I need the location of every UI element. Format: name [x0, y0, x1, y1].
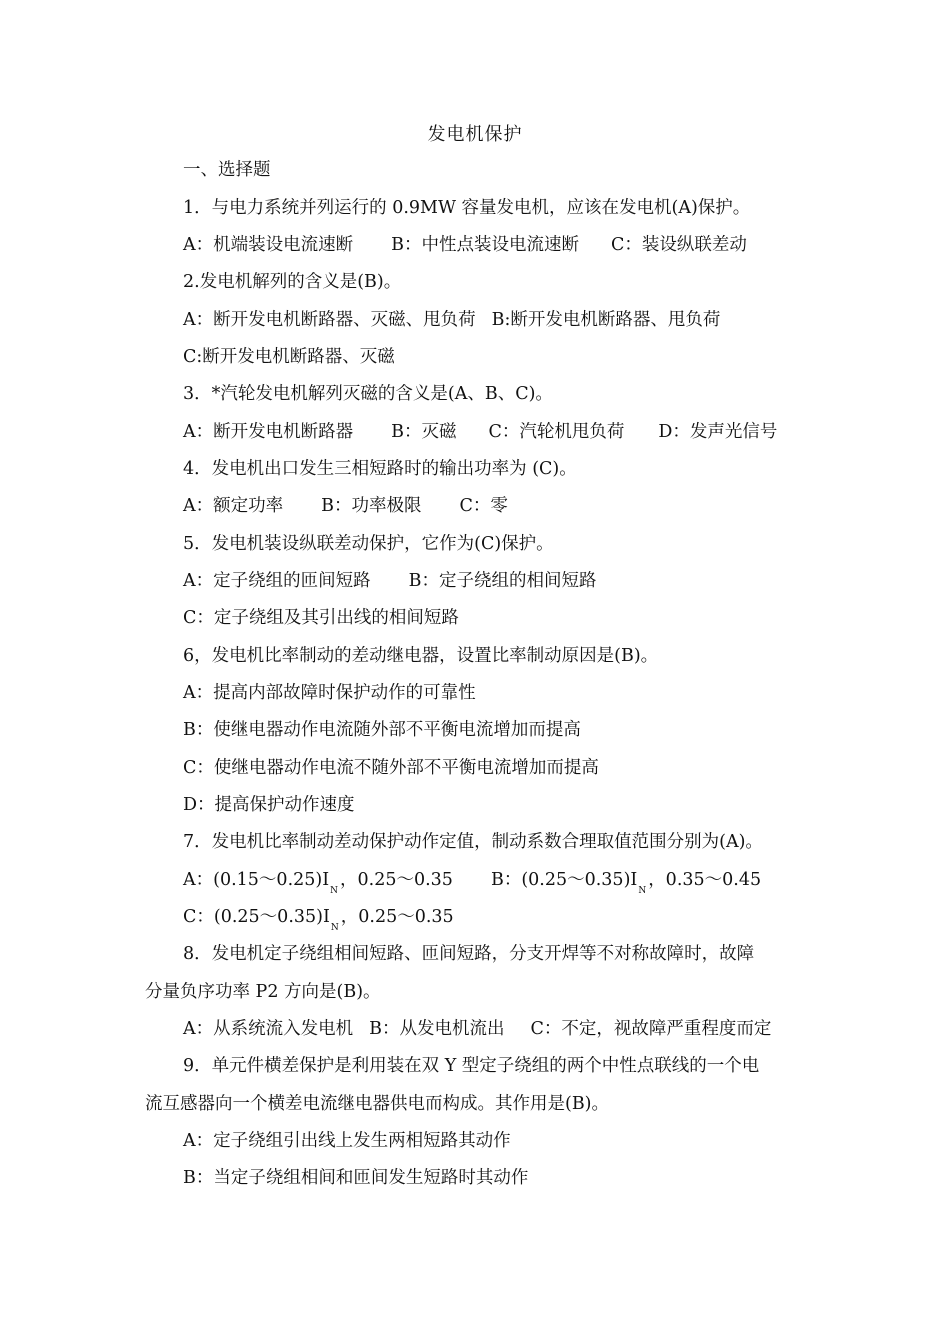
q2-options — [183, 308, 720, 332]
option: A：额定功率 — [183, 496, 284, 516]
option: C：装设纵联差动 — [611, 235, 747, 255]
subscript: N — [330, 923, 339, 933]
option: B：当定子绕组相间和匝间发生短路时其动作 — [183, 1168, 529, 1188]
q1-options — [183, 233, 747, 257]
option: C：使继电器动作电流不随外部不平衡电流增加而提高 — [183, 758, 599, 778]
subscript: N — [330, 886, 339, 896]
q7-option-c: C：$(0.25\sim 0.35)I_N$，0.25～0.35 — [183, 907, 454, 933]
question-5: 5．发电机装设纵联差动保护，它作为(C)保护。 — [183, 534, 554, 554]
option: C：零 — [459, 496, 508, 516]
option: D：提高保护动作速度 — [183, 795, 355, 815]
question-8: 8．发电机定子绕组相间短路、匝间短路，分支开焊等不对称故障时，故障 — [183, 944, 755, 964]
option: B：功率极限 — [321, 496, 422, 516]
subscript: N — [638, 886, 647, 896]
option: A：机端装设电流速断 — [183, 235, 354, 255]
question-9-cont: 流互感器向一个横差电流继电器供电而构成。其作用是(B)。 — [145, 1094, 610, 1114]
q4-options — [183, 494, 508, 518]
option: A：定子绕组的匝间短路 — [183, 571, 371, 591]
option: C:断开发电机断路器、灭磁 — [183, 347, 395, 367]
option: C：定子绕组及其引出线的相间短路 — [183, 608, 459, 628]
option: B：使继电器动作电流随外部不平衡电流增加而提高 — [183, 720, 581, 740]
question-7: 7．发电机比率制动差动保护动作定值，制动系数合理取值范围分别为(A)。 — [183, 832, 763, 852]
option: C：不定，视故障严重程度而定 — [530, 1019, 772, 1039]
option: A：断开发电机断路器 — [183, 422, 354, 442]
option: B：从发电机流出 — [369, 1019, 505, 1039]
option: A：提高内部故障时保护动作的可靠性 — [183, 683, 476, 703]
option: B：(0.25～0.35)I — [490, 870, 638, 890]
option: B：定子绕组的相间短路 — [408, 571, 597, 591]
option: C：汽轮机甩负荷 — [488, 422, 625, 442]
option: A：定子绕组引出线上发生两相短路其动作 — [183, 1131, 511, 1151]
q7-options: A：$(0.15\sim 0.25)I_N$，0.25～0.35 B：$(0.25\sim 0.35)I_N$，0.35～0.45 — [183, 870, 762, 896]
page-title: 发电机保护 — [427, 124, 523, 145]
question-4: 4．发电机出口发生三相短路时的输出功率为 (C)。 — [183, 459, 577, 479]
q8-options — [183, 1017, 771, 1041]
question-9: 9．单元件横差保护是利用装在双 Y 型定子绕组的两个中性点联线的一个电 — [183, 1056, 760, 1076]
option: D：发声光信号 — [658, 422, 778, 442]
q5-options — [183, 569, 597, 593]
option: A：从系统流入发电机 — [183, 1019, 354, 1039]
option: B:断开发电机断路器、甩负荷 — [491, 310, 721, 330]
q3-options — [183, 420, 777, 444]
question-1: 1．与电力系统并列运行的 0.9MW 容量发电机，应该在发电机(A)保护。 — [183, 198, 751, 218]
question-3: 3．*汽轮发电机解列灭磁的含义是(A、B、C)。 — [183, 384, 553, 404]
option: B：中性点装设电流速断 — [391, 235, 579, 255]
question-2: 2.发电机解列的含义是(B)。 — [183, 272, 402, 292]
option: C：(0.25～0.35)I — [183, 907, 330, 927]
section-heading: 一、选择题 — [183, 160, 271, 180]
option: A：断开发电机断路器、灭磁、甩负荷 — [183, 310, 476, 330]
question-8-cont: 分量负序功率 P2 方向是(B)。 — [145, 982, 381, 1002]
option: B：灭磁 — [391, 422, 457, 442]
question-6: 6，发电机比率制动的差动继电器，设置比率制动原因是(B)。 — [183, 646, 659, 666]
option: A：(0.15～0.25)I — [183, 870, 330, 890]
